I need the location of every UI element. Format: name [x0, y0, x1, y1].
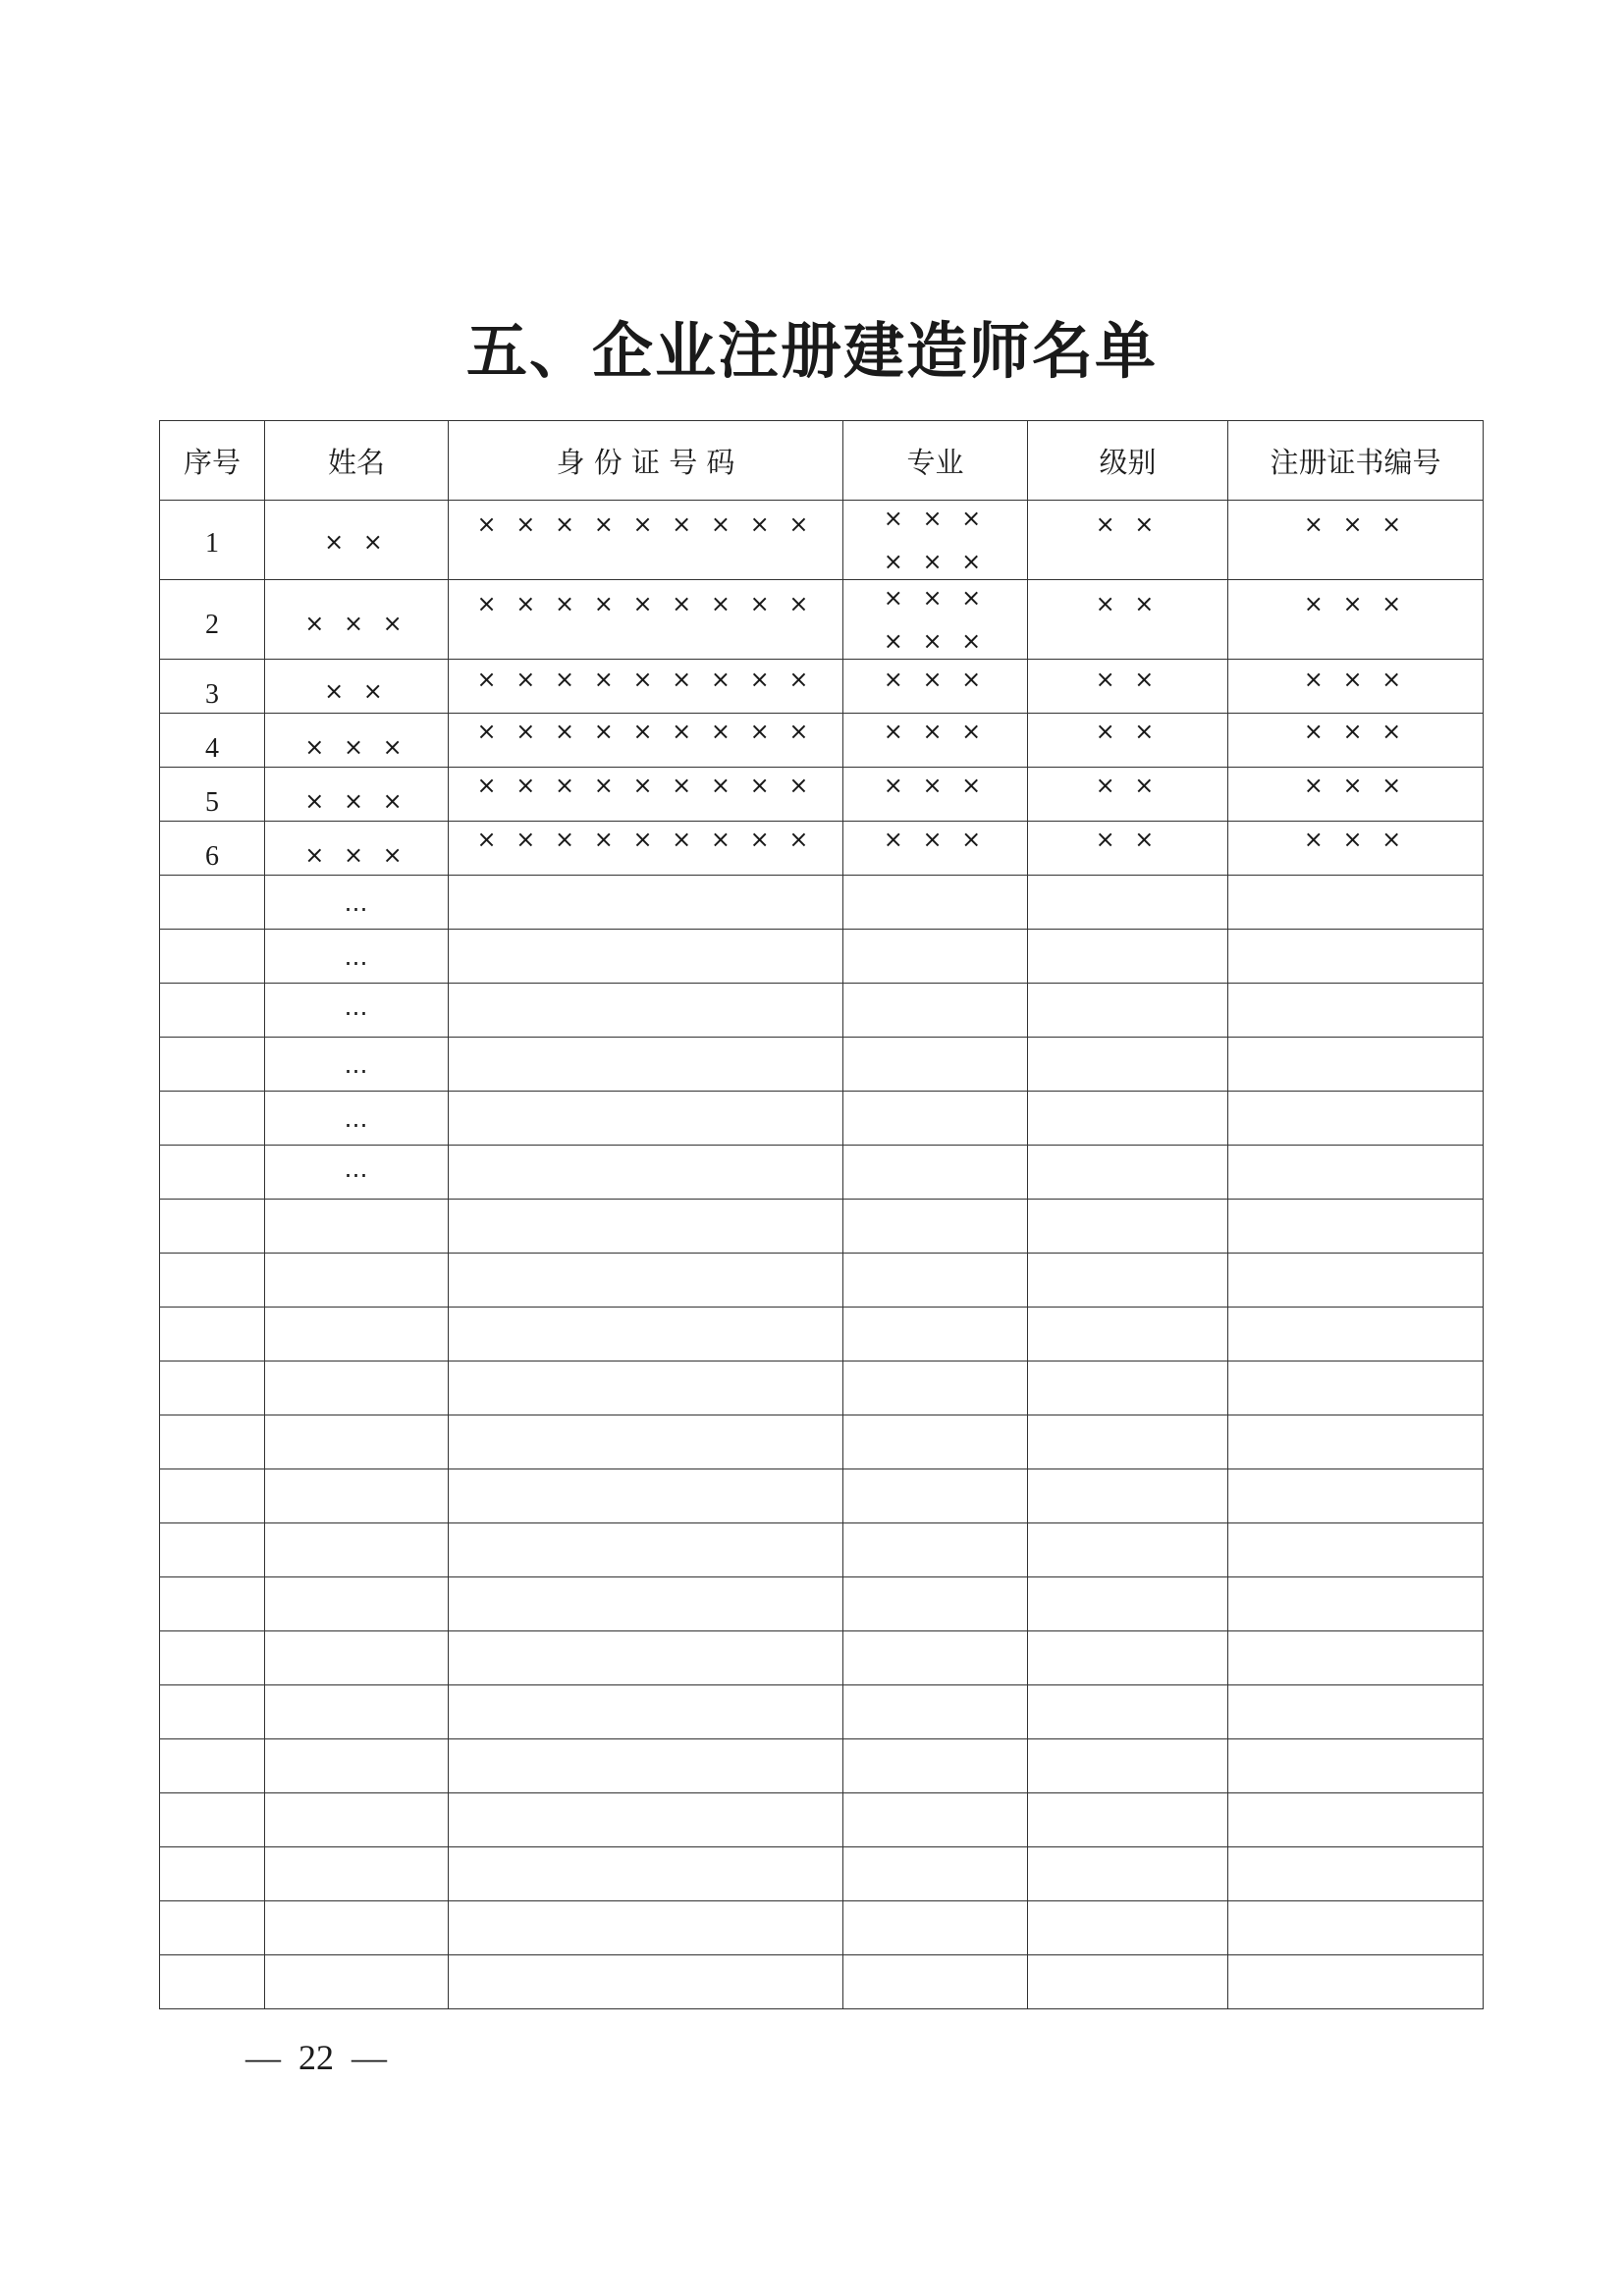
cert-number-value: × × × [1303, 718, 1408, 745]
level-cell [1028, 714, 1228, 768]
major-cell [843, 580, 1028, 660]
page-title: 五、企业注册建造师名单 [465, 315, 1158, 387]
table-row-ellipsis [160, 930, 1484, 984]
seq-cell [160, 822, 265, 876]
name-cell [265, 580, 449, 660]
level-value: × × [1095, 826, 1161, 853]
seq-cell [160, 580, 265, 660]
major-cell [843, 660, 1028, 714]
table-row-ellipsis [160, 1092, 1484, 1146]
seq-cell [160, 660, 265, 714]
name-value: × × × [304, 733, 408, 761]
cert-number-value: × × × [1303, 590, 1408, 617]
id-number-value: × × × × × × × × × [476, 510, 815, 538]
seq-cell [160, 768, 265, 822]
seq-cell [160, 714, 265, 768]
cert-number-value: × × × [1303, 666, 1408, 693]
major-cell [843, 768, 1028, 822]
table-row-empty [160, 1523, 1484, 1577]
ellipsis-cell [265, 1146, 449, 1200]
major-value-line2: × × × [883, 627, 988, 655]
table-row-ellipsis [160, 1038, 1484, 1092]
ellipsis-cell [265, 1092, 449, 1146]
header-cert-number: 注册证书编号 [1228, 421, 1484, 501]
table-row-empty [160, 1577, 1484, 1631]
cert-number-cell [1228, 580, 1484, 660]
ellipsis-text: … [344, 1155, 369, 1183]
table-row [160, 501, 1484, 580]
header-name: 姓名 [265, 421, 449, 501]
id-number-cell [449, 822, 843, 876]
cert-number-cell [1228, 660, 1484, 714]
level-cell [1028, 580, 1228, 660]
table-row [160, 714, 1484, 768]
major-cell [843, 714, 1028, 768]
table-row-empty [160, 1793, 1484, 1847]
page-number: — 22 — [245, 2038, 387, 2077]
ellipsis-text: … [344, 993, 369, 1021]
level-value: × × [1095, 510, 1161, 538]
major-value-line1: × × × [883, 584, 988, 612]
ellipsis-cell [265, 930, 449, 984]
header-level: 级别 [1028, 421, 1228, 501]
table-body [160, 501, 1484, 2009]
seq-cell [160, 501, 265, 580]
ellipsis-cell [265, 984, 449, 1038]
cert-number-cell [1228, 501, 1484, 580]
table-row-empty [160, 1847, 1484, 1901]
table-row-empty [160, 1415, 1484, 1469]
id-number-cell [449, 501, 843, 580]
table-row [160, 580, 1484, 660]
level-value: × × [1095, 718, 1161, 745]
ellipsis-cell [265, 876, 449, 930]
seq-value: 4 [205, 733, 219, 764]
level-cell [1028, 822, 1228, 876]
table-row [160, 768, 1484, 822]
name-value: × × × [304, 610, 408, 637]
level-cell [1028, 768, 1228, 822]
table-row-empty [160, 1901, 1484, 1955]
cert-number-value: × × × [1303, 510, 1408, 538]
id-number-cell [449, 768, 843, 822]
major-value-line1: × × × [883, 826, 988, 853]
id-number-cell [449, 580, 843, 660]
registered-constructor-table [159, 420, 1484, 2009]
major-value-line1: × × × [883, 772, 988, 799]
ellipsis-text: … [344, 943, 369, 971]
ellipsis-text: … [344, 1051, 369, 1079]
table-row-empty [160, 1685, 1484, 1739]
header-seq: 序号 [160, 421, 265, 501]
cert-number-cell [1228, 822, 1484, 876]
name-value: × × × [304, 787, 408, 815]
cert-number-cell [1228, 714, 1484, 768]
cert-number-value: × × × [1303, 826, 1408, 853]
major-cell [843, 501, 1028, 580]
name-value: × × [324, 677, 389, 705]
name-cell [265, 714, 449, 768]
cert-number-value: × × × [1303, 772, 1408, 799]
major-value-line1: × × × [883, 505, 988, 532]
seq-value: 3 [205, 679, 219, 710]
table-row-empty [160, 1200, 1484, 1254]
ellipsis-text: … [344, 1105, 369, 1133]
id-number-value: × × × × × × × × × [476, 826, 815, 853]
header-id-number: 身 份 证 号 码 [449, 421, 843, 501]
major-value-line1: × × × [883, 718, 988, 745]
name-cell [265, 501, 449, 580]
ellipsis-cell [265, 1038, 449, 1092]
id-number-value: × × × × × × × × × [476, 590, 815, 617]
table-row-empty [160, 1254, 1484, 1308]
table-header-row [160, 421, 1484, 501]
table-row-ellipsis [160, 876, 1484, 930]
table-row [160, 822, 1484, 876]
cert-number-cell [1228, 768, 1484, 822]
table-row-empty [160, 1631, 1484, 1685]
name-cell [265, 660, 449, 714]
id-number-cell [449, 714, 843, 768]
level-value: × × [1095, 666, 1161, 693]
table-row-empty [160, 1469, 1484, 1523]
seq-value: 6 [205, 841, 219, 872]
seq-value: 5 [205, 787, 219, 818]
major-value-line2: × × × [883, 548, 988, 575]
seq-value: 1 [205, 528, 219, 559]
level-value: × × [1095, 590, 1161, 617]
name-value: × × × [304, 841, 408, 869]
level-cell [1028, 660, 1228, 714]
id-number-value: × × × × × × × × × [476, 718, 815, 745]
id-number-value: × × × × × × × × × [476, 666, 815, 693]
table-row-empty [160, 1308, 1484, 1362]
major-cell [843, 822, 1028, 876]
table-row-empty [160, 1362, 1484, 1415]
major-value-line1: × × × [883, 666, 988, 693]
header-major: 专业 [843, 421, 1028, 501]
table-row-empty [160, 1955, 1484, 2009]
name-cell [265, 768, 449, 822]
table-row-ellipsis [160, 1146, 1484, 1200]
ellipsis-text: … [344, 889, 369, 917]
name-cell [265, 822, 449, 876]
id-number-cell [449, 660, 843, 714]
id-number-value: × × × × × × × × × [476, 772, 815, 799]
level-cell [1028, 501, 1228, 580]
table-row [160, 660, 1484, 714]
level-value: × × [1095, 772, 1161, 799]
table-row-empty [160, 1739, 1484, 1793]
name-value: × × [324, 528, 389, 556]
table-row-ellipsis [160, 984, 1484, 1038]
seq-value: 2 [205, 610, 219, 640]
